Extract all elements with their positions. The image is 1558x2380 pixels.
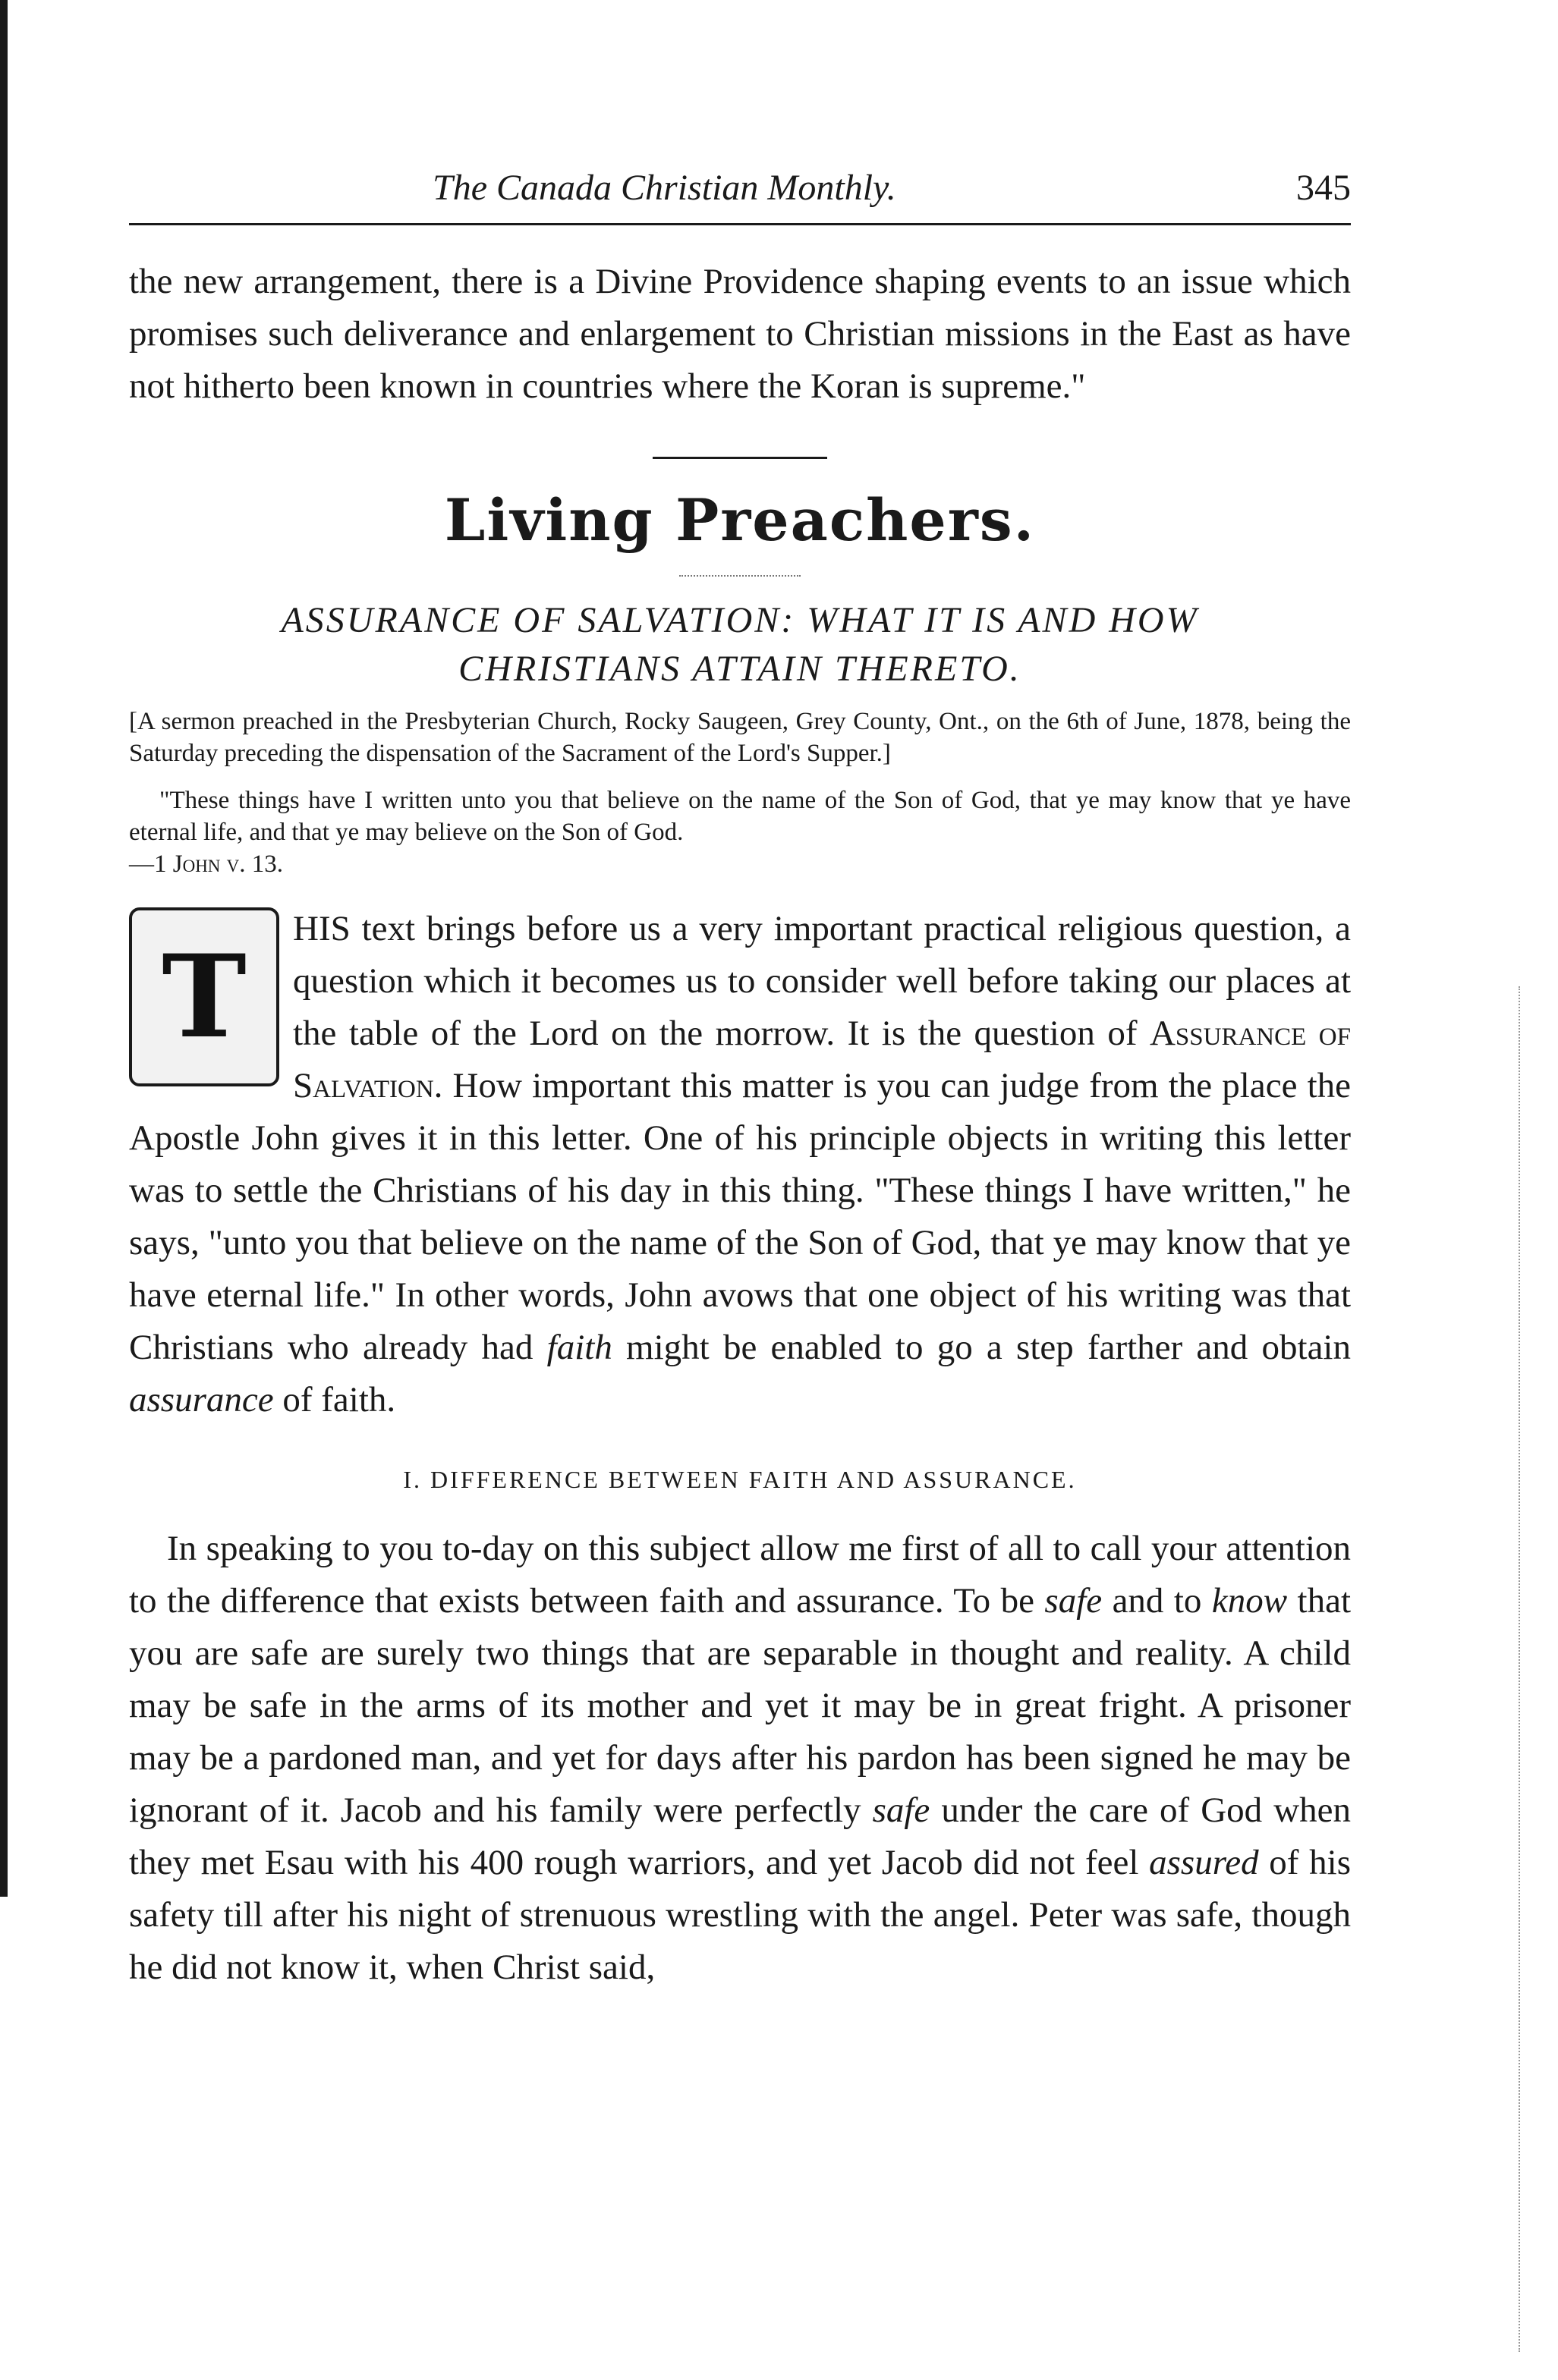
- sermon-title: [129, 596, 1351, 693]
- opening-text-2: How important this matter is you can judge from the place the Apostle John gives it in this letter. One of his principle objects in writing this letter was to settle the Christians of his day in this thing. "These things I have written," he says, "unto you that believe on the name of the Son of God, that ye may know that ye have eternal life." In other words, John avows that one object of his writing was that Christians who already had: [129, 1066, 1351, 1367]
- italic-safe-2: safe: [872, 1791, 930, 1830]
- opening-text-1: HIS text brings before us a very important practical religious question, a question which it becomes us to consider well before taking our places at the table of the Lord on the morrow. It is the question of: [293, 909, 1351, 1053]
- p2-text-2: and to: [1102, 1581, 1212, 1621]
- section-divider: [653, 457, 827, 459]
- italic-assurance: assurance: [129, 1380, 274, 1420]
- scripture-text: "These things have I written unto you that believe on the name of the Son of God, that ye may know that ye have eternal life, and that ye may believe on the Son of God.: [129, 787, 1351, 846]
- italic-assured: assured: [1149, 1843, 1259, 1882]
- ornamental-drop-cap: T: [129, 907, 279, 1086]
- scan-margin-flecks: [1519, 986, 1535, 2352]
- opening-text-4: of faith.: [273, 1380, 396, 1420]
- sermon-title-line-2: CHRISTIANS ATTAIN THERETO.: [458, 649, 1021, 689]
- p2-text-4: under the care of God when they met Esau with his 400 rough warriors, and yet Jacob did not feel: [129, 1791, 1351, 1882]
- page-number: 345: [1296, 168, 1351, 208]
- italic-know: know: [1211, 1581, 1288, 1621]
- page: [129, 167, 1351, 1994]
- sermon-note: [A sermon preached in the Presbyterian Church, Rocky Saugeen, Grey County, Ont., on the 6th of June, 1878, being the Saturday preceding the dispensation of the Sacrament of the Lord's Supper.]: [129, 708, 1351, 767]
- p2-text-5: of his safety till after his night of strenuous wrestling with the angel. Peter was safe, though he did not know it, when Christ said,: [129, 1843, 1351, 1987]
- continuation-paragraph: the new arrangement, there is a Divine Providence shaping events to an issue which promises such deliverance and enlargement to Christian missions in the East as have not hitherto been known in countries where the Koran is supreme.": [129, 262, 1351, 406]
- paragraph-2: [129, 1523, 1351, 1994]
- opening-paragraph: [129, 903, 1351, 1426]
- dotted-divider: [679, 575, 801, 577]
- scripture-quote: [129, 784, 1351, 880]
- opening-text-3: might be enabled to go a step farther and obtain: [612, 1328, 1351, 1367]
- journal-title: The Canada Christian Monthly.: [433, 168, 896, 208]
- italic-safe: safe: [1044, 1581, 1103, 1621]
- subheading: I. DIFFERENCE BETWEEN FAITH AND ASSURANCE.: [403, 1466, 1077, 1493]
- section-title: Living Preachers.: [444, 486, 1036, 554]
- opening-smallcaps: Assurance of Salvation.: [293, 1014, 1351, 1105]
- sermon-title-line-1: ASSURANCE OF SALVATION: WHAT IT IS AND HOW: [281, 600, 1199, 640]
- p2-text-1: In speaking to you to-day on this subject allow me first of all to call your attention to the difference that exists between faith and assurance. To be: [129, 1529, 1351, 1621]
- header-rule: [129, 223, 1351, 225]
- p2-text-3: that you are safe are surely two things that are separable in thought and reality. A child may be safe in the arms of its mother and yet it may be in great fright. A prisoner may be a pardoned man, and yet for days after his pardon has been signed he may be ignorant of it. Jacob and his family were perfectly: [129, 1581, 1352, 1830]
- scan-edge-bar: [0, 0, 8, 1897]
- scripture-reference: —1 John v. 13.: [129, 850, 284, 878]
- running-head: [129, 167, 1351, 212]
- italic-faith: faith: [546, 1328, 612, 1367]
